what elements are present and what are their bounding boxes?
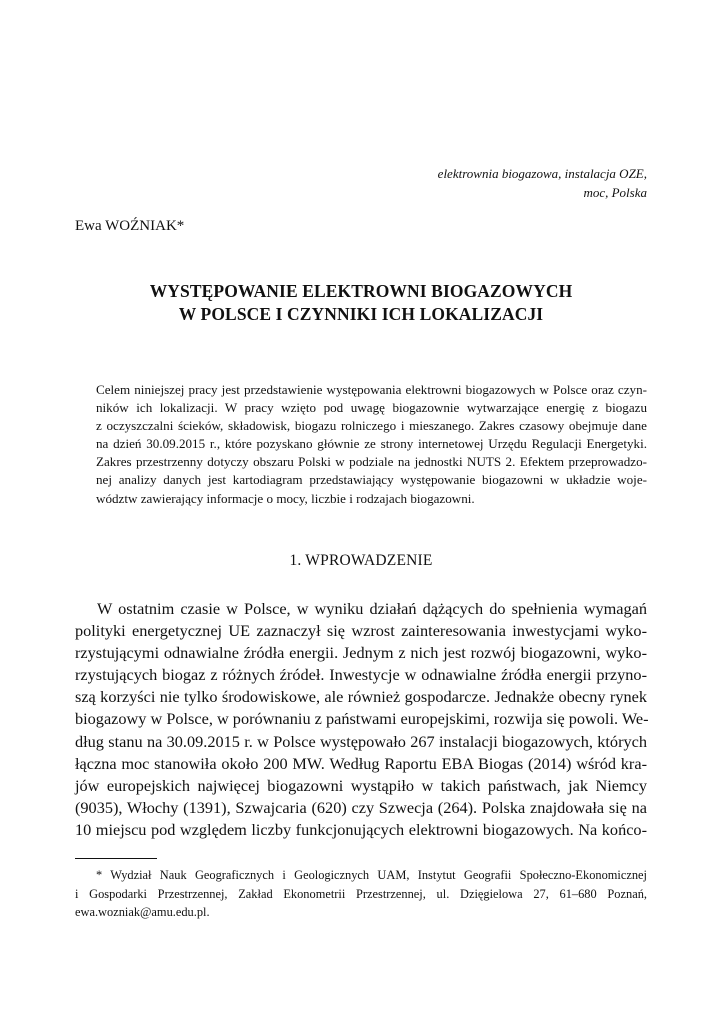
body-line: polityki energetycznej UE zaznaczył się wzrost zainteresowania inwestycjami wyko- [75, 621, 647, 641]
body-line: W ostatnim czasie w Polsce, w wyniku działań dążących do spełnienia wymagań [97, 599, 647, 618]
keywords [347, 164, 647, 202]
abstract-line: wództw zawierający informacje o mocy, liczbie i rodzajach biogazowni. [96, 490, 475, 506]
body-line: (9035), Włochy (1391), Szwajcaria (620) czy Szwecja (264). Polska znajdowała się na [75, 797, 647, 817]
abstract-line: ników ich lokalizacji. W pracy wzięto pod uwagę biogazownie wytwarzające energię z biogazu [96, 400, 647, 416]
footnote-email[interactable]: ewa.wozniak@amu.edu.pl. [75, 905, 210, 919]
title-line: W POLSCE I CZYNNIKI ICH LOKALIZACJI [178, 304, 544, 324]
paper-title [75, 280, 647, 326]
body-line: 10 miejscu pod względem liczby funkcjonujących elektrowni biogazowych. Na końco- [75, 819, 647, 839]
body-line: jów europejskich najwięcej biogazowni wystąpiło w takich państwach, jak Niemcy [75, 775, 647, 795]
keywords-line: elektrownia biogazowa, instalacja OZE, [437, 166, 647, 181]
body-line: szą korzyści nie tylko środowiskowe, ale również gospodarcze. Jednakże obecny rynek [75, 687, 647, 707]
body-line: łączna moc stanowiła około 200 MW. Według Raportu EBA Biogas (2014) wśród kra- [75, 753, 647, 773]
footnote-line: i Gospodarki Przestrzennej, Zakład Ekonometrii Przestrzennej, ul. Dzięgielowa 27, 61–680 Poznań, [75, 886, 647, 901]
section-heading: 1. WPROWADZENIE [289, 552, 433, 569]
body-line: dług stanu na 30.09.2015 r. w Polsce występowało 267 instalacji biogazowych, których [75, 731, 647, 751]
abstract-line: Zakres przestrzenny dotyczy obszaru Polski w podziale na jednostki NUTS 2. Efektem przeprowadzo- [96, 454, 647, 470]
footnote-line: * Wydział Nauk Geograficznych i Geologicznych UAM, Instytut Geografii Społeczno-Ekonomicznej [96, 868, 647, 882]
abstract-line: z oczyszczalni ścieków, składowisk, biogazu rolniczego i mieszanego. Zakres czasowy obejmuje dane [96, 418, 647, 434]
author-name: Ewa WOŹNIAK* [75, 218, 185, 234]
body-text [75, 598, 647, 841]
footnote-divider [75, 858, 157, 859]
body-line: rzystujących biogaz z różnych źródeł. Inwestycje w odnawialne źródła energii przyno- [75, 665, 647, 685]
abstract-line: na dzień 30.09.2015 r., które pozyskano głównie ze strony internetowej Urzędu Regulacji Energetyki. [96, 436, 647, 452]
keywords-line: moc, Polska [583, 185, 647, 200]
abstract [96, 381, 647, 508]
title-line: WYSTĘPOWANIE ELEKTROWNI BIOGAZOWYCH [149, 281, 573, 301]
body-line: rzystującymi odnawialne źródła energii. Jednym z nich jest rozwój biogazowni, wyko- [75, 643, 647, 663]
body-line: biogazowy w Polsce, w porównaniu z państwami europejskimi, rozwija się powoli. We- [75, 709, 649, 729]
footnote [75, 866, 647, 922]
abstract-line: Celem niniejszej pracy jest przedstawienie występowania elektrowni biogazowych w Polsce oraz czyn- [96, 382, 647, 397]
abstract-line: nej analizy danych jest kartodiagram przedstawiający występowanie biogazowni w układzie woje- [96, 472, 647, 488]
